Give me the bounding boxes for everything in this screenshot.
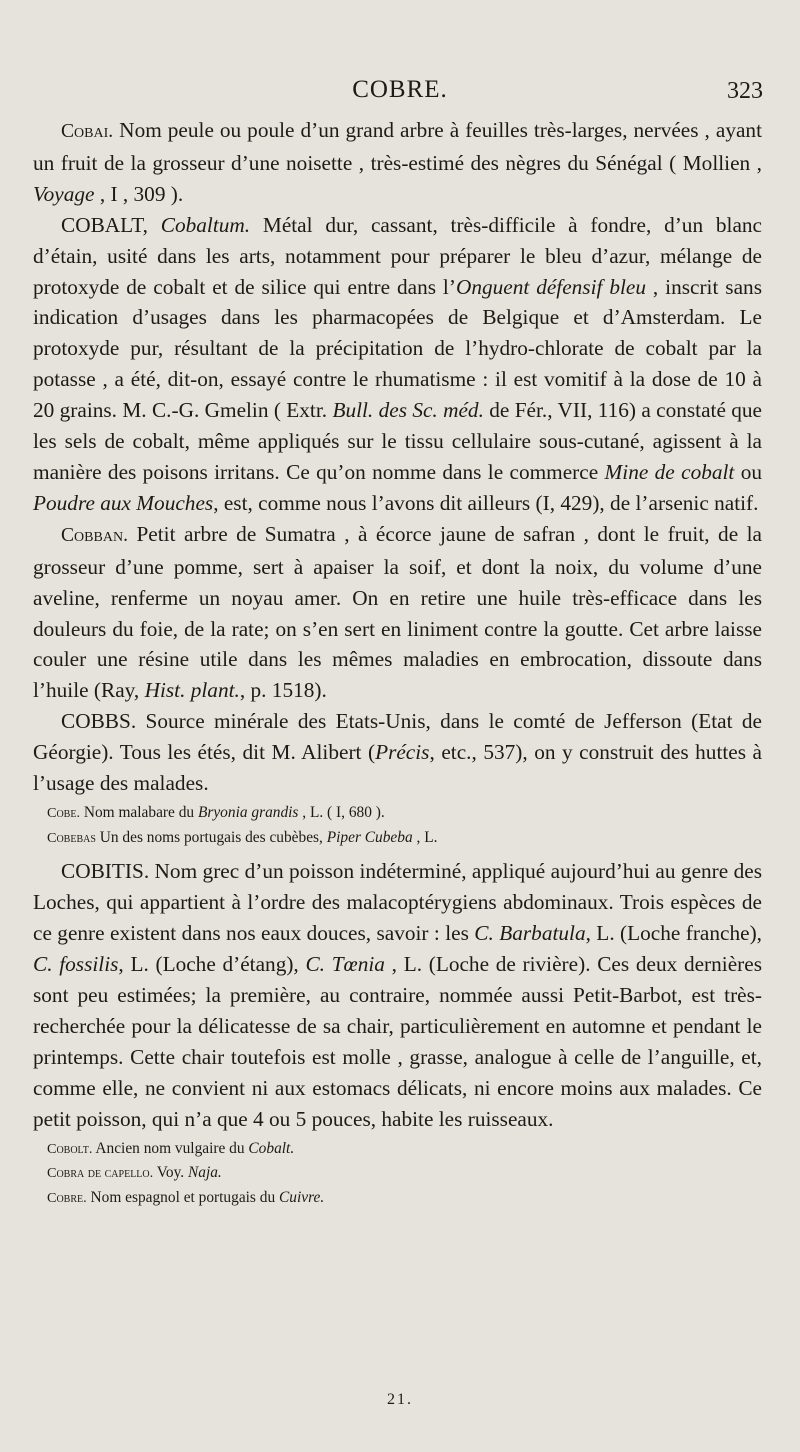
entry-text: , est, comme nous l’avons dit ailleurs (I, 429), de l’arsenic natif. bbox=[213, 490, 759, 515]
entry-text: , inscrit sans indication d’usages dans les pharmacopées de Belgique et d’Amsterdam. Le protoxyde pur, résultant de la précipitation de l’hydro-chlorate de cobalt par la potasse , a été, dit-on, essayé contre le rhumatisme : il est vomitif à la dose de 10 à 20 grains. M. C.-G. Gmelin ( Extr. bbox=[33, 274, 762, 423]
entry-italic: Bryonia grandis bbox=[197, 803, 299, 821]
entry-text: , etc., 537), on y construit des huttes à l’usage des malades. bbox=[33, 740, 762, 796]
page-header bbox=[0, 76, 800, 110]
entry-cobolt bbox=[33, 1137, 762, 1162]
entry-text: Métal dur, cassant, très-difficile à fondre, d’un blanc d’étain, usité dans les arts, notamment pour préparer le bleu d’azur, mélange de protoxyde de cobalt et de silice qui entre dans l’ bbox=[33, 212, 762, 299]
signature-mark: 21. bbox=[387, 1391, 413, 1408]
entry-italic: Bull. des Sc. méd. bbox=[332, 398, 484, 423]
entry-text: Nom espagnol et portugais du bbox=[86, 1188, 280, 1206]
entry-italic: Voyage bbox=[33, 181, 95, 206]
entry-headword: COBALT, bbox=[61, 212, 148, 237]
entry-italic: Hist. plant. bbox=[144, 678, 240, 703]
entry-text bbox=[148, 213, 161, 237]
entry-italic: Naja. bbox=[187, 1164, 222, 1182]
entry-text: , I , 309 ). bbox=[94, 181, 184, 206]
entry-text: Source minérale des Etats-Unis, dans le comté de Jefferson (Etat de Géorgie). Tous les étés, dit M. Alibert ( bbox=[33, 709, 762, 765]
entry-italic: Cuivre. bbox=[279, 1188, 325, 1206]
entry-italic: Piper Cubeba bbox=[326, 828, 413, 846]
entry-text: Nom grec d’un poisson indéterminé, appliqué aujourd’hui au genre des Loches, qui appartient à l’ordre des malacoptérygiens abdominaux. Trois espèces de ce genre existent dans nos eaux douces, savoir : les bbox=[33, 859, 762, 946]
entry-text: , L. ( I, 680 ). bbox=[298, 803, 385, 821]
entry-headword: Cobre. bbox=[47, 1189, 87, 1206]
entry-cobai bbox=[33, 115, 762, 210]
entry-italic: C. Barbatula bbox=[474, 921, 586, 946]
entry-cobalt bbox=[33, 210, 762, 519]
entry-cobre bbox=[33, 1186, 762, 1211]
entry-text: , L. (Loche de rivière). Ces deux dernières sont peu estimées; la première, au contraire, nommée aussi Petit-Barbot, est très-recherchée pour la délicatesse de sa chair, particulièrement en automne et pendant le printemps. Cette chair toutefois est molle , grasse, analogue à celle de l’anguille, et, comme elle, ne convient ni aux estomacs délicats, ni encore moins aux malades. Ce petit poisson, qui n’a que 4 ou 5 pouces, habite les ruisseaux. bbox=[33, 952, 762, 1131]
entry-text: , L. bbox=[412, 828, 438, 846]
entry-text: Ancien nom vulgaire du bbox=[92, 1139, 249, 1157]
entry-text: Voy. bbox=[153, 1164, 188, 1182]
entry-italic: Poudre aux Mouches bbox=[33, 490, 214, 515]
entry-italic: Précis bbox=[375, 740, 430, 765]
entry-headword: COBBS. bbox=[61, 709, 137, 734]
entry-headword: Cobra de capello. bbox=[47, 1165, 154, 1182]
entry-text: ou bbox=[734, 459, 762, 484]
page-number: 323 bbox=[727, 78, 763, 104]
entry-headword: Cobolt. bbox=[47, 1140, 93, 1157]
entry-cobebas bbox=[33, 826, 762, 851]
entry-text: Nom peule ou poule d’un grand arbre à feuilles très-larges, nervées , ayant un fruit de la grosseur d’une noisette , très-estimé des nègres du Sénégal ( Mollien , bbox=[33, 118, 762, 175]
entry-cobbs bbox=[33, 706, 762, 799]
entry-cobra-de-capello bbox=[33, 1161, 762, 1186]
running-head: COBRE. bbox=[352, 76, 448, 103]
entry-text: , p. 1518). bbox=[239, 678, 327, 703]
entry-italic: C. fossilis bbox=[33, 952, 119, 977]
entry-italic: Onguent défensif bleu bbox=[455, 274, 647, 299]
entry-cobitis bbox=[33, 856, 762, 1134]
entry-text: , L. (Loche d’étang), bbox=[118, 952, 306, 977]
dictionary-entries bbox=[33, 115, 762, 1211]
entry-text: , L. (Loche franche), bbox=[585, 921, 762, 946]
entry-italic: C. Tœnia bbox=[305, 952, 385, 977]
entry-headword: Cobe. bbox=[47, 804, 80, 821]
entry-text: de Fér., VII, 116) a constaté que les sels de cobalt, même appliqués sur le tissu cellulaire sous-cutané, agissent à la manière des poisons irritans. Ce qu’on nomme dans le commerce bbox=[33, 398, 762, 484]
entry-text: Un des noms portugais des cubèbes, bbox=[95, 828, 327, 846]
entry-cobe bbox=[33, 801, 762, 826]
entry-italic: Cobaltum. bbox=[160, 212, 251, 237]
entry-italic: Cobalt. bbox=[248, 1139, 295, 1157]
entry-italic: Mine de cobalt bbox=[604, 459, 735, 484]
entry-text: Petit arbre de Sumatra , à écorce jaune de safran , dont le fruit, de la grosseur d’une pomme, sert à apaiser la soif, et dont la noix, du volume d’une aveline, renferme un noyau amer. On en retire une huile très-efficace dans les douleurs du foie, de la rate; on s’en sert en liniment contre la goutte. Cet arbre laisse couler une résine utile dans les mêmes maladies en embrocation, dissoute dans l’huile (Ray, bbox=[33, 521, 762, 703]
entry-headword: Cobebas bbox=[47, 829, 96, 846]
entry-headword: Cobai. bbox=[61, 121, 114, 142]
entry-headword: Cobban. bbox=[61, 524, 128, 546]
entry-headword: COBITIS. bbox=[61, 859, 150, 884]
entry-text: Nom malabare du bbox=[79, 803, 198, 821]
entry-cobban bbox=[33, 519, 762, 706]
